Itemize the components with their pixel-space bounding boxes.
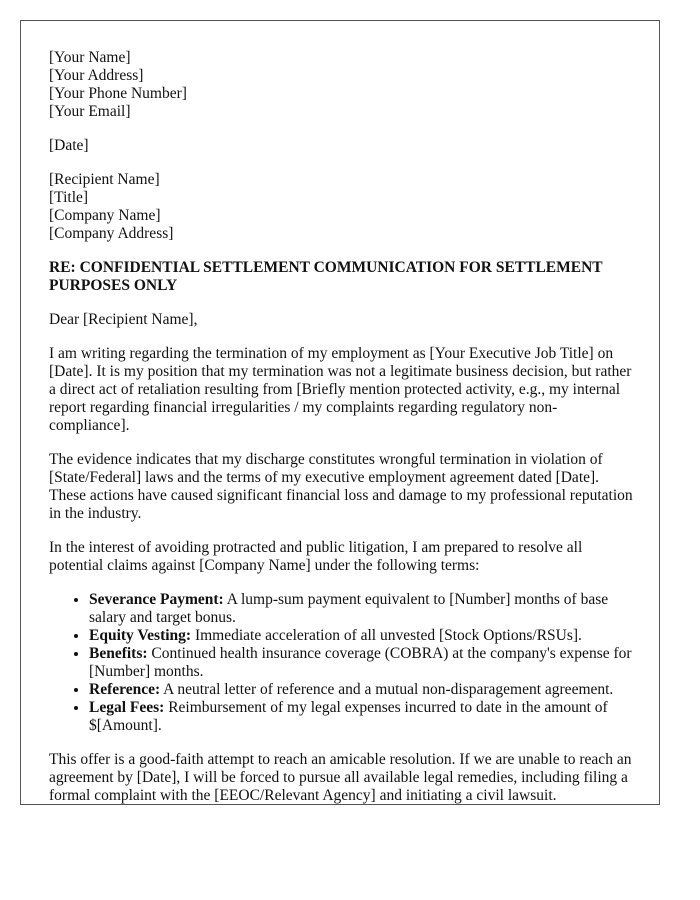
term-label: Legal Fees:: [89, 699, 165, 716]
term-label: Reference:: [89, 681, 161, 698]
term-label: Benefits:: [89, 645, 148, 662]
term-text: A lump-sum payment equivalent to [Number] months of base salary and target bonus.: [89, 591, 609, 626]
body-paragraph-3: In the interest of avoiding protracted and public litigation, I am prepared to resolve all potential claims against [Company Name] under the following terms:: [49, 539, 583, 574]
term-text: A neutral letter of reference and a mutual non-disparagement agreement.: [160, 681, 614, 698]
recipient-title: [Title]: [49, 189, 89, 206]
settlement-terms-list: [49, 591, 637, 735]
term-legal-fees: [89, 699, 637, 735]
salutation: Dear [Recipient Name],: [49, 311, 198, 328]
term-severance: [89, 591, 637, 627]
term-benefits: [89, 645, 637, 681]
recipient-name: [Recipient Name]: [49, 171, 160, 188]
term-text: Reimbursement of my legal expenses incurred to date in the amount of $[Amount].: [89, 699, 608, 734]
closing-paragraph: This offer is a good-faith attempt to reach an amicable resolution. If we are unable to reach an agreement by [Date], I will be forced to pursue all available legal remedies, including filing a formal complaint with the [EEOC/Relevant Agency] and initiating a civil lawsuit.: [49, 751, 632, 804]
sender-email: [Your Email]: [49, 103, 131, 120]
letter-content: [49, 49, 637, 805]
term-label: Equity Vesting:: [89, 627, 192, 644]
body-paragraph-2: The evidence indicates that my discharge constitutes wrongful termination in violation of [State/Federal] laws and the terms of my executive employment agreement dated [Date]. These actions have caused significant financial loss and damage to my professional reputation in the industry.: [49, 451, 633, 522]
term-text: Immediate acceleration of all unvested [Stock Options/RSUs].: [191, 627, 582, 644]
term-reference: [89, 681, 637, 699]
letter-date: [Date]: [49, 137, 89, 154]
subject-line: RE: CONFIDENTIAL SETTLEMENT COMMUNICATION FOR SETTLEMENT PURPOSES ONLY: [49, 259, 603, 294]
recipient-block: [49, 171, 637, 243]
term-equity: [89, 627, 637, 645]
sender-phone: [Your Phone Number]: [49, 85, 187, 102]
body-paragraph-1: I am writing regarding the termination of my employment as [Your Executive Job Title] on [Date]. It is my position that my termination was not a legitimate business decision, but rather a direct act of retaliation resulting from [Briefly mention protected activity, e.g., my internal report regarding financial irregularities / my complaints regarding regulatory non-compliance].: [49, 345, 632, 434]
recipient-address: [Company Address]: [49, 225, 174, 242]
sender-block: [49, 49, 637, 121]
letter-page: [20, 20, 660, 805]
term-text: Continued health insurance coverage (COBRA) at the company's expense for [Number] months.: [89, 645, 632, 680]
sender-address: [Your Address]: [49, 67, 144, 84]
recipient-company: [Company Name]: [49, 207, 161, 224]
date-block: [49, 137, 637, 155]
sender-name: [Your Name]: [49, 49, 131, 66]
term-label: Severance Payment:: [89, 591, 224, 608]
